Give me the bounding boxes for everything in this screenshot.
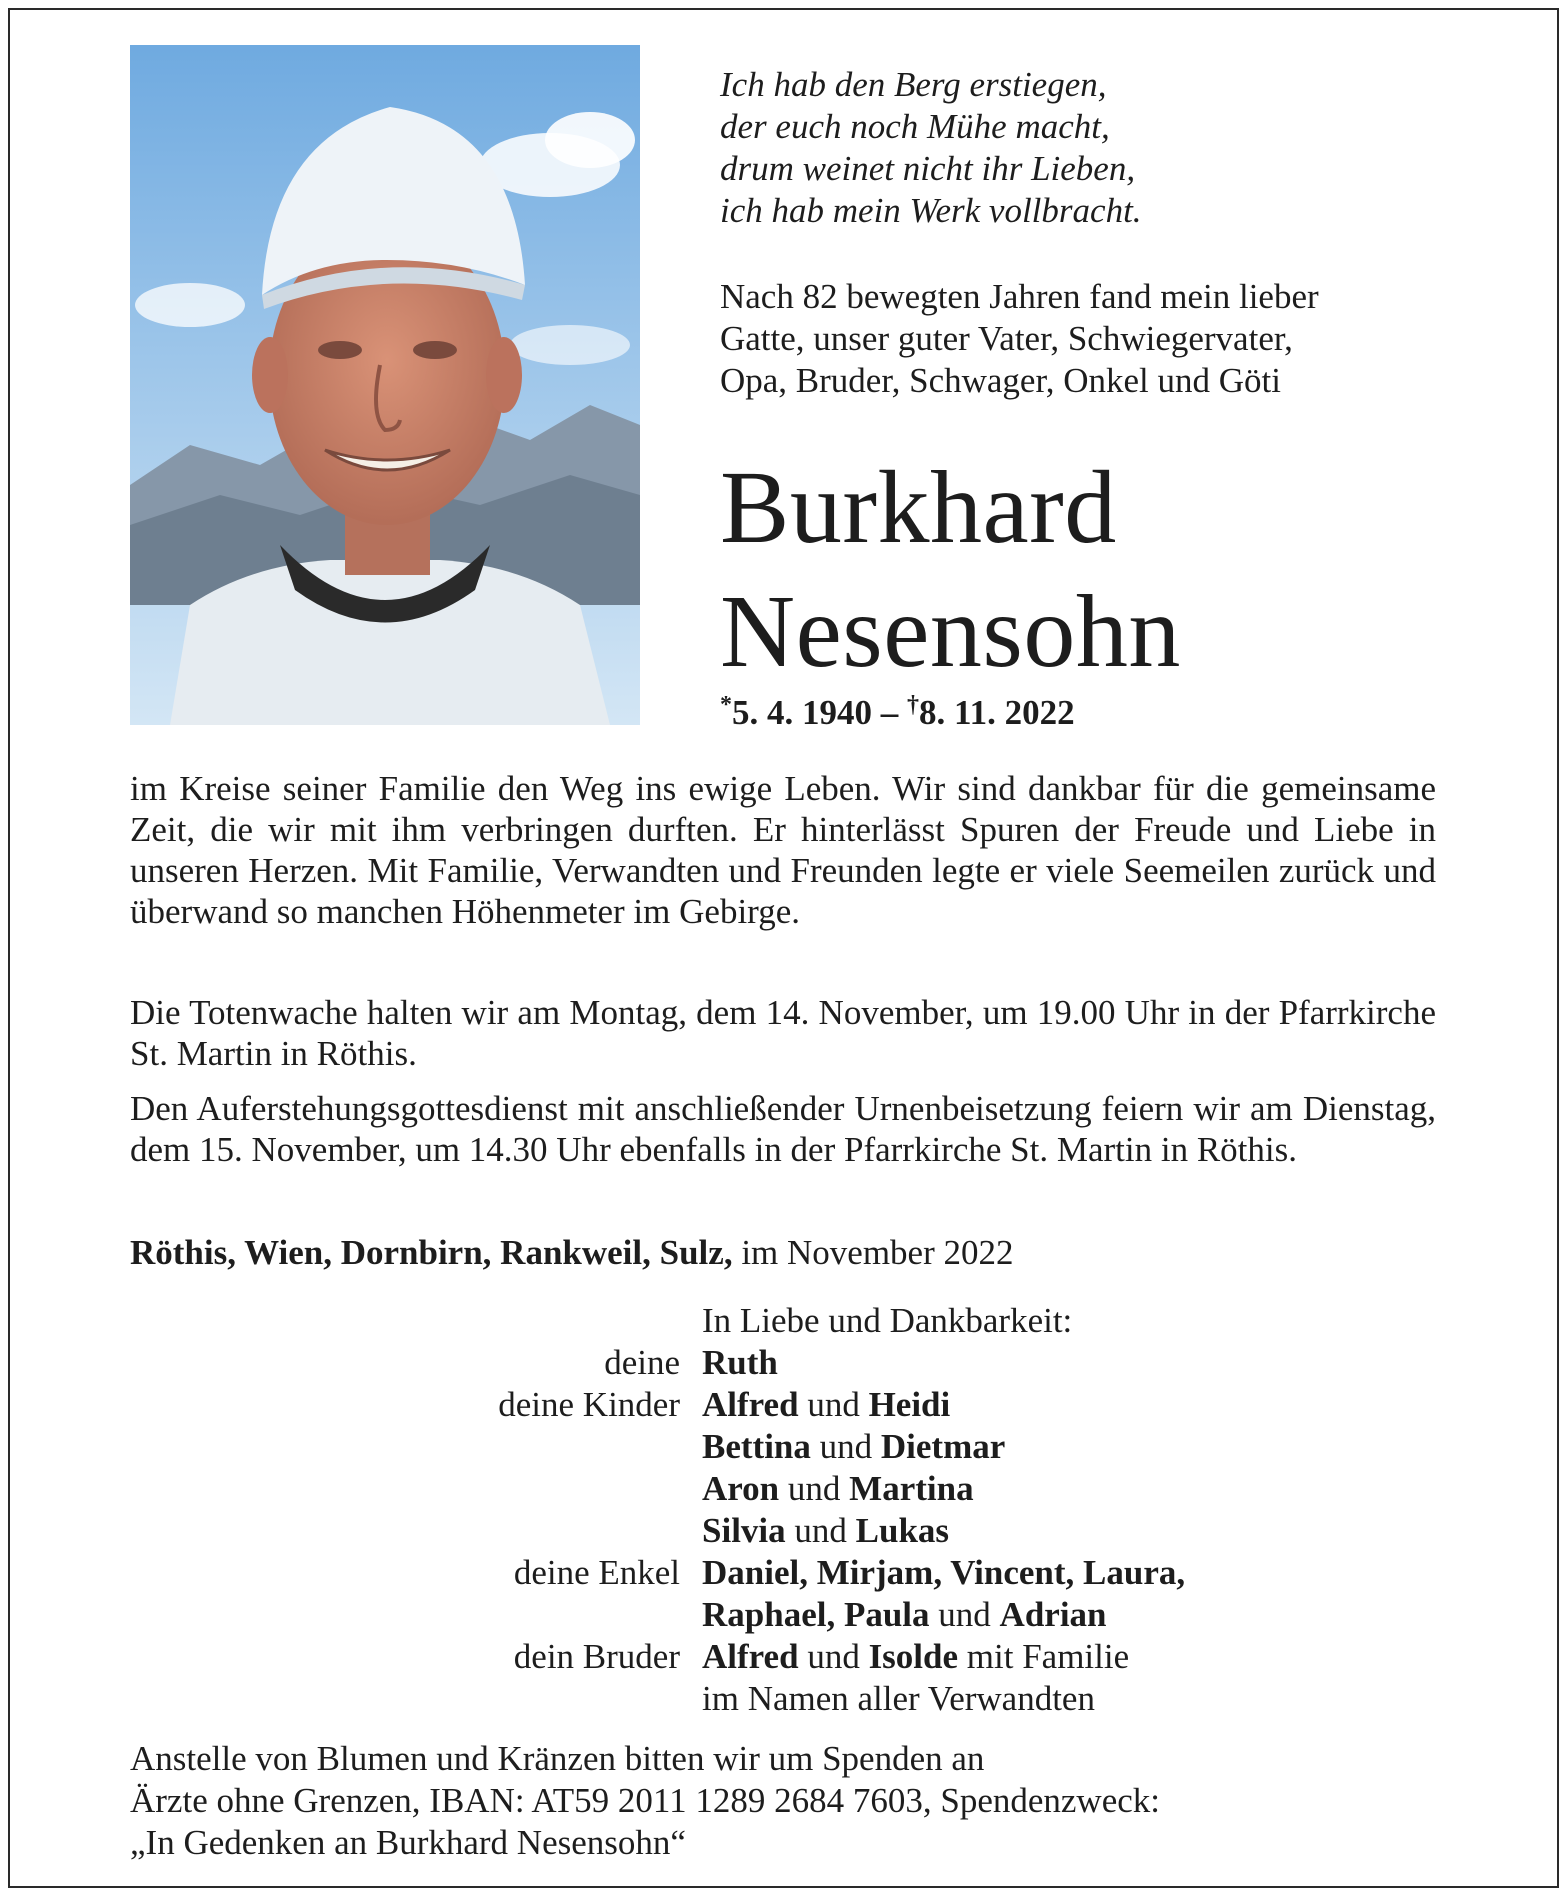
mourner-connector: und [798, 1385, 869, 1424]
portrait-illustration [130, 45, 640, 725]
intro-text [720, 276, 1500, 402]
mourner-role: dein Bruder [513, 1637, 680, 1676]
mourner-role [130, 1426, 702, 1468]
mourner-names [702, 1552, 1185, 1594]
donation-line: Ärzte ohne Grenzen, IBAN: AT59 2011 1289 2684 7603, Spendenzweck: [130, 1781, 1161, 1820]
mourner-name: Isolde [868, 1637, 959, 1676]
mourner-name: Ruth [702, 1343, 778, 1382]
mourner-names [702, 1426, 1005, 1468]
mourner-name: Bettina [702, 1427, 811, 1466]
donation-line: Anstelle von Blumen und Kränzen bitten wir um Spenden an [130, 1739, 985, 1778]
mourner-name: Silvia [702, 1511, 786, 1550]
mourner-row [130, 1678, 1436, 1720]
mourner-row [130, 1342, 1436, 1384]
places-line [130, 1232, 1014, 1274]
mourner-connector: und [810, 1427, 881, 1466]
mourner-name: Alfred [702, 1637, 799, 1676]
mourner-role [130, 1594, 702, 1636]
mourner-connector: und [785, 1511, 856, 1550]
mourner-name: Dietmar [880, 1427, 1006, 1466]
mourner-role: deine Enkel [513, 1553, 680, 1592]
poem-line: der euch noch Mühe macht, [720, 107, 1110, 146]
funeral-paragraph: Den Auferstehungsgottesdienst mit anschließender Urnenbeisetzung feiern wir am Dienstag, dem 15. November, um 14.30 Uhr ebenfalls in der Pfarrkirche St. Martin in Röthis. [130, 1089, 1436, 1169]
donation-line: „In Gedenken an Burkhard Nesensohn“ [130, 1823, 686, 1862]
mourner-row [130, 1552, 1436, 1594]
deceased-name [720, 446, 1520, 694]
mourner-names [702, 1510, 949, 1552]
mourner-names [702, 1468, 974, 1510]
poem-line: ich hab mein Werk vollbracht. [720, 191, 1142, 230]
mourners-list [130, 1300, 1436, 1720]
death-symbol: † [907, 692, 919, 718]
mourner-row [130, 1636, 1436, 1678]
intro-line: Nach 82 bewegten Jahren fand mein lieber [720, 277, 1319, 316]
mourner-name: Alfred [702, 1385, 799, 1424]
mourners-heading-row [130, 1300, 1436, 1342]
first-name: Burkhard [720, 450, 1117, 565]
mourner-role [130, 1468, 702, 1510]
mourner-row [130, 1468, 1436, 1510]
mourner-name: Daniel, Mirjam, Vincent, Laura, [702, 1553, 1186, 1592]
intro-line: Opa, Bruder, Schwager, Onkel und Göti [720, 361, 1281, 400]
mourner-connector: und [929, 1595, 1000, 1634]
mourner-name: Raphael, Paula [702, 1595, 930, 1634]
mourner-names [702, 1342, 778, 1384]
places-date: im November 2022 [741, 1233, 1014, 1272]
mourner-names [702, 1384, 950, 1426]
poem-line: Ich hab den Berg erstiegen, [720, 65, 1107, 104]
donation-notice [130, 1738, 1480, 1864]
mourner-connector: mit Familie [958, 1637, 1130, 1676]
date-separator: – [880, 693, 899, 732]
mourners-heading: In Liebe und Dankbarkeit: [702, 1301, 1073, 1340]
mourner-role: deine [604, 1343, 680, 1382]
mourner-role: deine Kinder [498, 1385, 680, 1424]
mourner-connector: im Namen aller Verwandten [702, 1679, 1095, 1718]
mourner-name: Aron [702, 1469, 780, 1508]
mourner-connector: und [798, 1637, 869, 1676]
wake-paragraph: Die Totenwache halten wir am Montag, dem 14. November, um 19.00 Uhr in der Pfarrkirche St. Martin in Röthis. [130, 993, 1436, 1073]
mourner-row [130, 1384, 1436, 1426]
life-dates [720, 684, 1075, 734]
mourner-names [702, 1636, 1129, 1678]
places-towns: Röthis, Wien, Dornbirn, Rankweil, Sulz, [130, 1233, 733, 1272]
mourner-names [702, 1594, 1107, 1636]
birth-symbol: * [720, 692, 732, 718]
mourner-connector: und [779, 1469, 850, 1508]
mourner-role [130, 1510, 702, 1552]
mourner-name: Martina [849, 1469, 974, 1508]
death-date: 8. 11. 2022 [919, 693, 1075, 732]
last-name: Nesensohn [720, 574, 1181, 689]
mourner-row [130, 1594, 1436, 1636]
mourner-name: Adrian [999, 1595, 1107, 1634]
portrait-photo [130, 45, 640, 725]
mourner-name: Heidi [868, 1385, 951, 1424]
mourner-role [130, 1678, 702, 1720]
mourner-names [702, 1678, 1095, 1720]
poem [720, 64, 1480, 232]
mourner-row [130, 1426, 1436, 1468]
intro-line: Gatte, unser guter Vater, Schwiegervater, [720, 319, 1293, 358]
obituary-paragraph-1: im Kreise seiner Familie den Weg ins ewige Leben. Wir sind dankbar für die gemeinsame Zeit, die wir mit ihm verbringen durften. Er hinterlässt Spuren der Freude und Liebe in unseren Herzen. Mit Familie, Verwandten und Freunden legte er viele Seemeilen zurück und überwand so manchen Höhenmeter im Gebirge. [130, 769, 1436, 931]
poem-line: drum weinet nicht ihr Lieben, [720, 149, 1136, 188]
mourner-row [130, 1510, 1436, 1552]
mourner-name: Lukas [855, 1511, 950, 1550]
birth-date: 5. 4. 1940 [732, 693, 872, 732]
